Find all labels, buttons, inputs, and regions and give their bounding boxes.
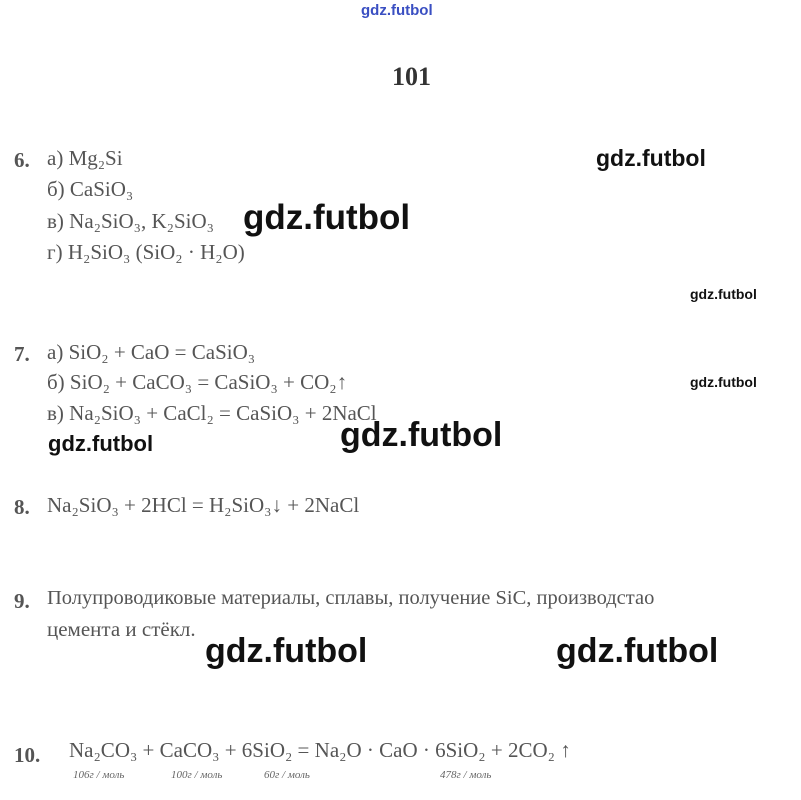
page-number: 101 <box>392 62 431 91</box>
problem-7-b: б) SiO₂ + CaCO₃ = CaSiO₃ + CO₂↑ <box>47 370 348 394</box>
problem-6-c: в) Na₂SiO₃, K₂SiO₃ <box>47 209 214 233</box>
watermark: gdz.futbol <box>340 416 503 454</box>
problem-9-line-2: цемента и стёкл. <box>47 617 196 641</box>
problem-9-line-1: Полупроводиковые материалы, сплавы, получение SiC, производстао <box>47 587 655 609</box>
problem-7-c: в) Na₂SiO₃ + CaCl₂ = CaSiO₃ + 2NaCl <box>47 401 377 425</box>
problem-7-a: а) SiO₂ + CaO = CaSiO₃ <box>47 340 256 364</box>
watermark: gdz.futbol <box>690 374 757 390</box>
watermark-top: gdz.futbol <box>361 2 433 19</box>
watermark: gdz.futbol <box>243 198 411 237</box>
problem-9-number: 9. <box>14 589 30 613</box>
problem-6-b: б) CaSiO₃ <box>47 177 134 201</box>
molar-mass-sio2: 60г / моль <box>264 769 310 781</box>
problem-8-number: 8. <box>14 495 30 519</box>
problem-10-equation: Na₂CO₃ + CaCO₃ + 6SiO₂ = Na₂O · CaO · 6SiO₂ + 2CO₂ ↑ <box>69 738 571 762</box>
watermark: gdz.futbol <box>556 632 719 670</box>
problem-10-number: 10. <box>14 743 41 767</box>
problem-6-number: 6. <box>14 148 30 172</box>
problem-6-d: г) H₂SiO₃ (SiO₂ · H₂O) <box>47 240 245 264</box>
molar-mass-caco3: 100г / моль <box>171 769 223 781</box>
molar-mass-product: 478г / моль <box>440 769 492 781</box>
watermark: gdz.futbol <box>205 632 368 670</box>
watermark: gdz.futbol <box>596 145 706 171</box>
problem-8-equation: Na₂SiO₃ + 2HCl = H₂SiO₃↓ + 2NaCl <box>47 493 360 517</box>
molar-mass-na2co3: 106г / моль <box>73 769 125 781</box>
problem-7-number: 7. <box>14 342 30 366</box>
problem-6-a: а) Mg₂Si <box>47 146 123 170</box>
watermark: gdz.futbol <box>690 286 757 302</box>
watermark: gdz.futbol <box>48 431 154 456</box>
